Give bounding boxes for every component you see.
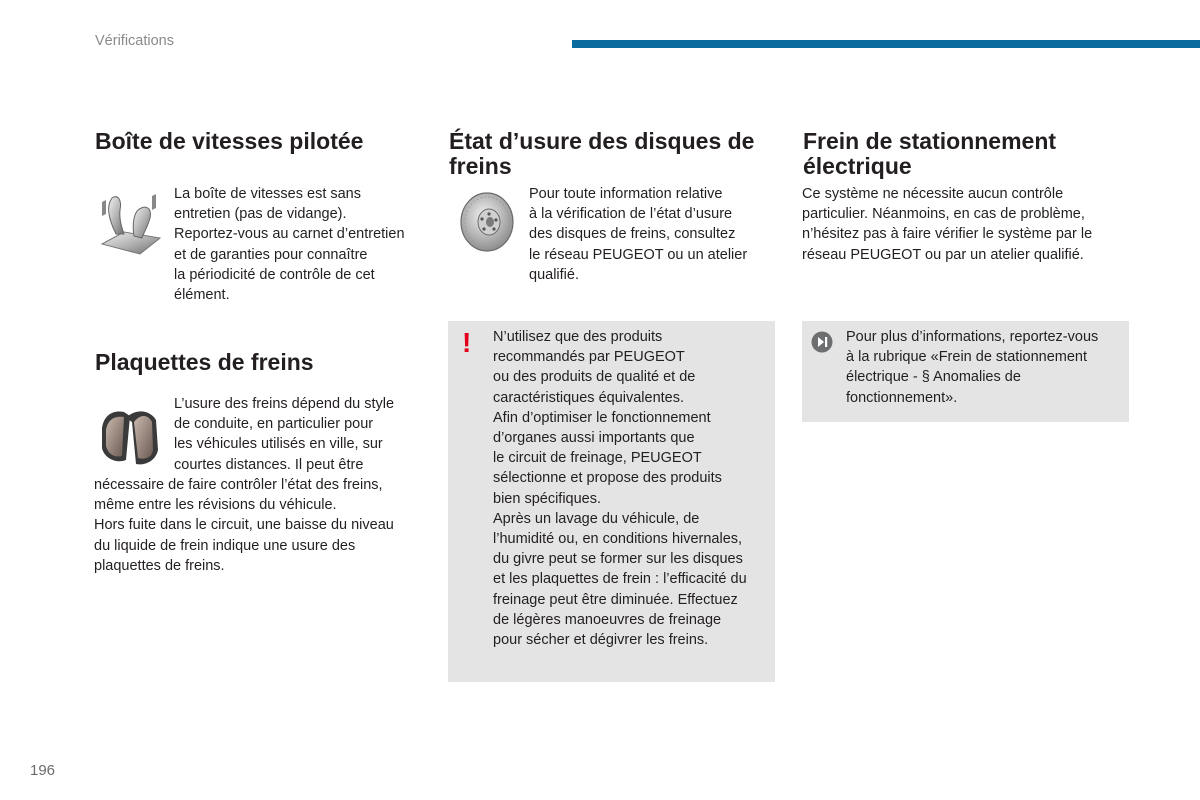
warning-icon: ! xyxy=(462,327,472,358)
parking-brake-title xyxy=(803,129,1143,179)
info-text xyxy=(846,327,1126,408)
title-line: Frein de stationnement xyxy=(803,128,1057,154)
gearbox-text xyxy=(174,184,434,305)
text-line: L’usure des freins dépend du style xyxy=(174,396,395,412)
text-line: l’humidité ou, en conditions hivernales, xyxy=(493,531,743,548)
text-line: réseau PEUGEOT ou par un atelier qualifié. xyxy=(802,246,1084,263)
text-line: freinage peut être diminuée. Effectuez xyxy=(493,591,738,608)
text-line: élément. xyxy=(174,287,230,304)
discs-title xyxy=(449,129,789,179)
text-line: Afin d’optimiser le fonctionnement xyxy=(493,409,711,426)
text-line: Ce système ne nécessite aucun contrôle xyxy=(802,186,1064,202)
text-line: et de garanties pour connaître xyxy=(174,246,368,263)
brake-pads-icon xyxy=(96,404,162,470)
text-line: les véhicules utilisés en ville, sur xyxy=(174,436,383,453)
text-line: recommandés par PEUGEOT xyxy=(493,349,685,366)
text-line: qualifié. xyxy=(529,266,579,283)
text-line: N’utilisez que des produits xyxy=(493,329,663,345)
header-rule xyxy=(572,40,1200,48)
warning-text xyxy=(493,327,773,650)
title-line: électrique xyxy=(803,153,912,179)
title-line: État d’usure des disques de xyxy=(449,128,755,154)
text-line: et les plaquettes de frein : l’efficacité du xyxy=(493,571,747,588)
text-line: du liquide de frein indique une usure des xyxy=(94,537,356,554)
parking-brake-text xyxy=(802,184,1142,265)
text-line: du givre peut se former sur les disques xyxy=(493,551,743,568)
gearbox-title: Boîte de vitesses pilotée xyxy=(95,128,364,154)
skip-forward-icon xyxy=(811,331,833,353)
pads-title: Plaquettes de freins xyxy=(95,349,314,375)
text-line: même entre les révisions du véhicule. xyxy=(94,497,337,514)
text-line: Pour toute information relative xyxy=(529,186,723,202)
text-line: sélectionne et propose des produits xyxy=(493,470,722,487)
text-line: n’hésitez pas à faire vérifier le système par le xyxy=(802,226,1093,243)
text-line: des disques de freins, consultez xyxy=(529,226,736,243)
pads-text-indented xyxy=(174,394,434,475)
text-line: d’organes aussi importants que xyxy=(493,430,695,447)
discs-text xyxy=(529,184,779,285)
text-line: de légères manoeuvres de freinage xyxy=(493,611,722,628)
text-line: Hors fuite dans le circuit, une baisse du niveau xyxy=(94,517,394,534)
text-line: La boîte de vitesses est sans xyxy=(174,186,361,202)
text-line: bien spécifiques. xyxy=(493,490,602,507)
text-line: à la vérification de l’état d’usure xyxy=(529,206,733,223)
brake-disc-icon xyxy=(454,188,520,254)
text-line: entretien (pas de vidange). xyxy=(174,206,347,223)
text-line: le réseau PEUGEOT ou un atelier xyxy=(529,246,748,263)
text-line: pour sécher et dégivrer les freins. xyxy=(493,632,709,649)
text-line: plaquettes de freins. xyxy=(94,557,225,574)
text-line: nécessaire de faire contrôler l’état des freins, xyxy=(94,477,383,493)
text-line: le circuit de freinage, PEUGEOT xyxy=(493,450,702,467)
text-line: de conduite, en particulier pour xyxy=(174,416,374,433)
warning-box xyxy=(448,321,775,682)
title-line: freins xyxy=(449,153,512,179)
text-line: Reportez-vous au carnet d’entretien xyxy=(174,226,405,243)
text-line: fonctionnement». xyxy=(846,389,958,406)
pads-text xyxy=(94,475,434,576)
text-line: Après un lavage du véhicule, de xyxy=(493,510,700,527)
text-line: particulier. Néanmoins, en cas de problème, xyxy=(802,206,1085,223)
text-line: à la rubrique «Frein de stationnement xyxy=(846,349,1088,366)
text-line: Pour plus d’informations, reportez-vous xyxy=(846,329,1099,345)
gear-lever-icon xyxy=(94,188,166,258)
info-box xyxy=(802,321,1129,422)
text-line: électrique - § Anomalies de xyxy=(846,369,1021,386)
text-line: la périodicité de contrôle de cet xyxy=(174,266,375,283)
text-line: ou des produits de qualité et de xyxy=(493,369,696,386)
page-number: 196 xyxy=(30,762,56,779)
section-label: Vérifications xyxy=(95,33,174,49)
text-line: courtes distances. Il peut être xyxy=(174,456,364,473)
text-line: caractéristiques équivalentes. xyxy=(493,389,685,406)
